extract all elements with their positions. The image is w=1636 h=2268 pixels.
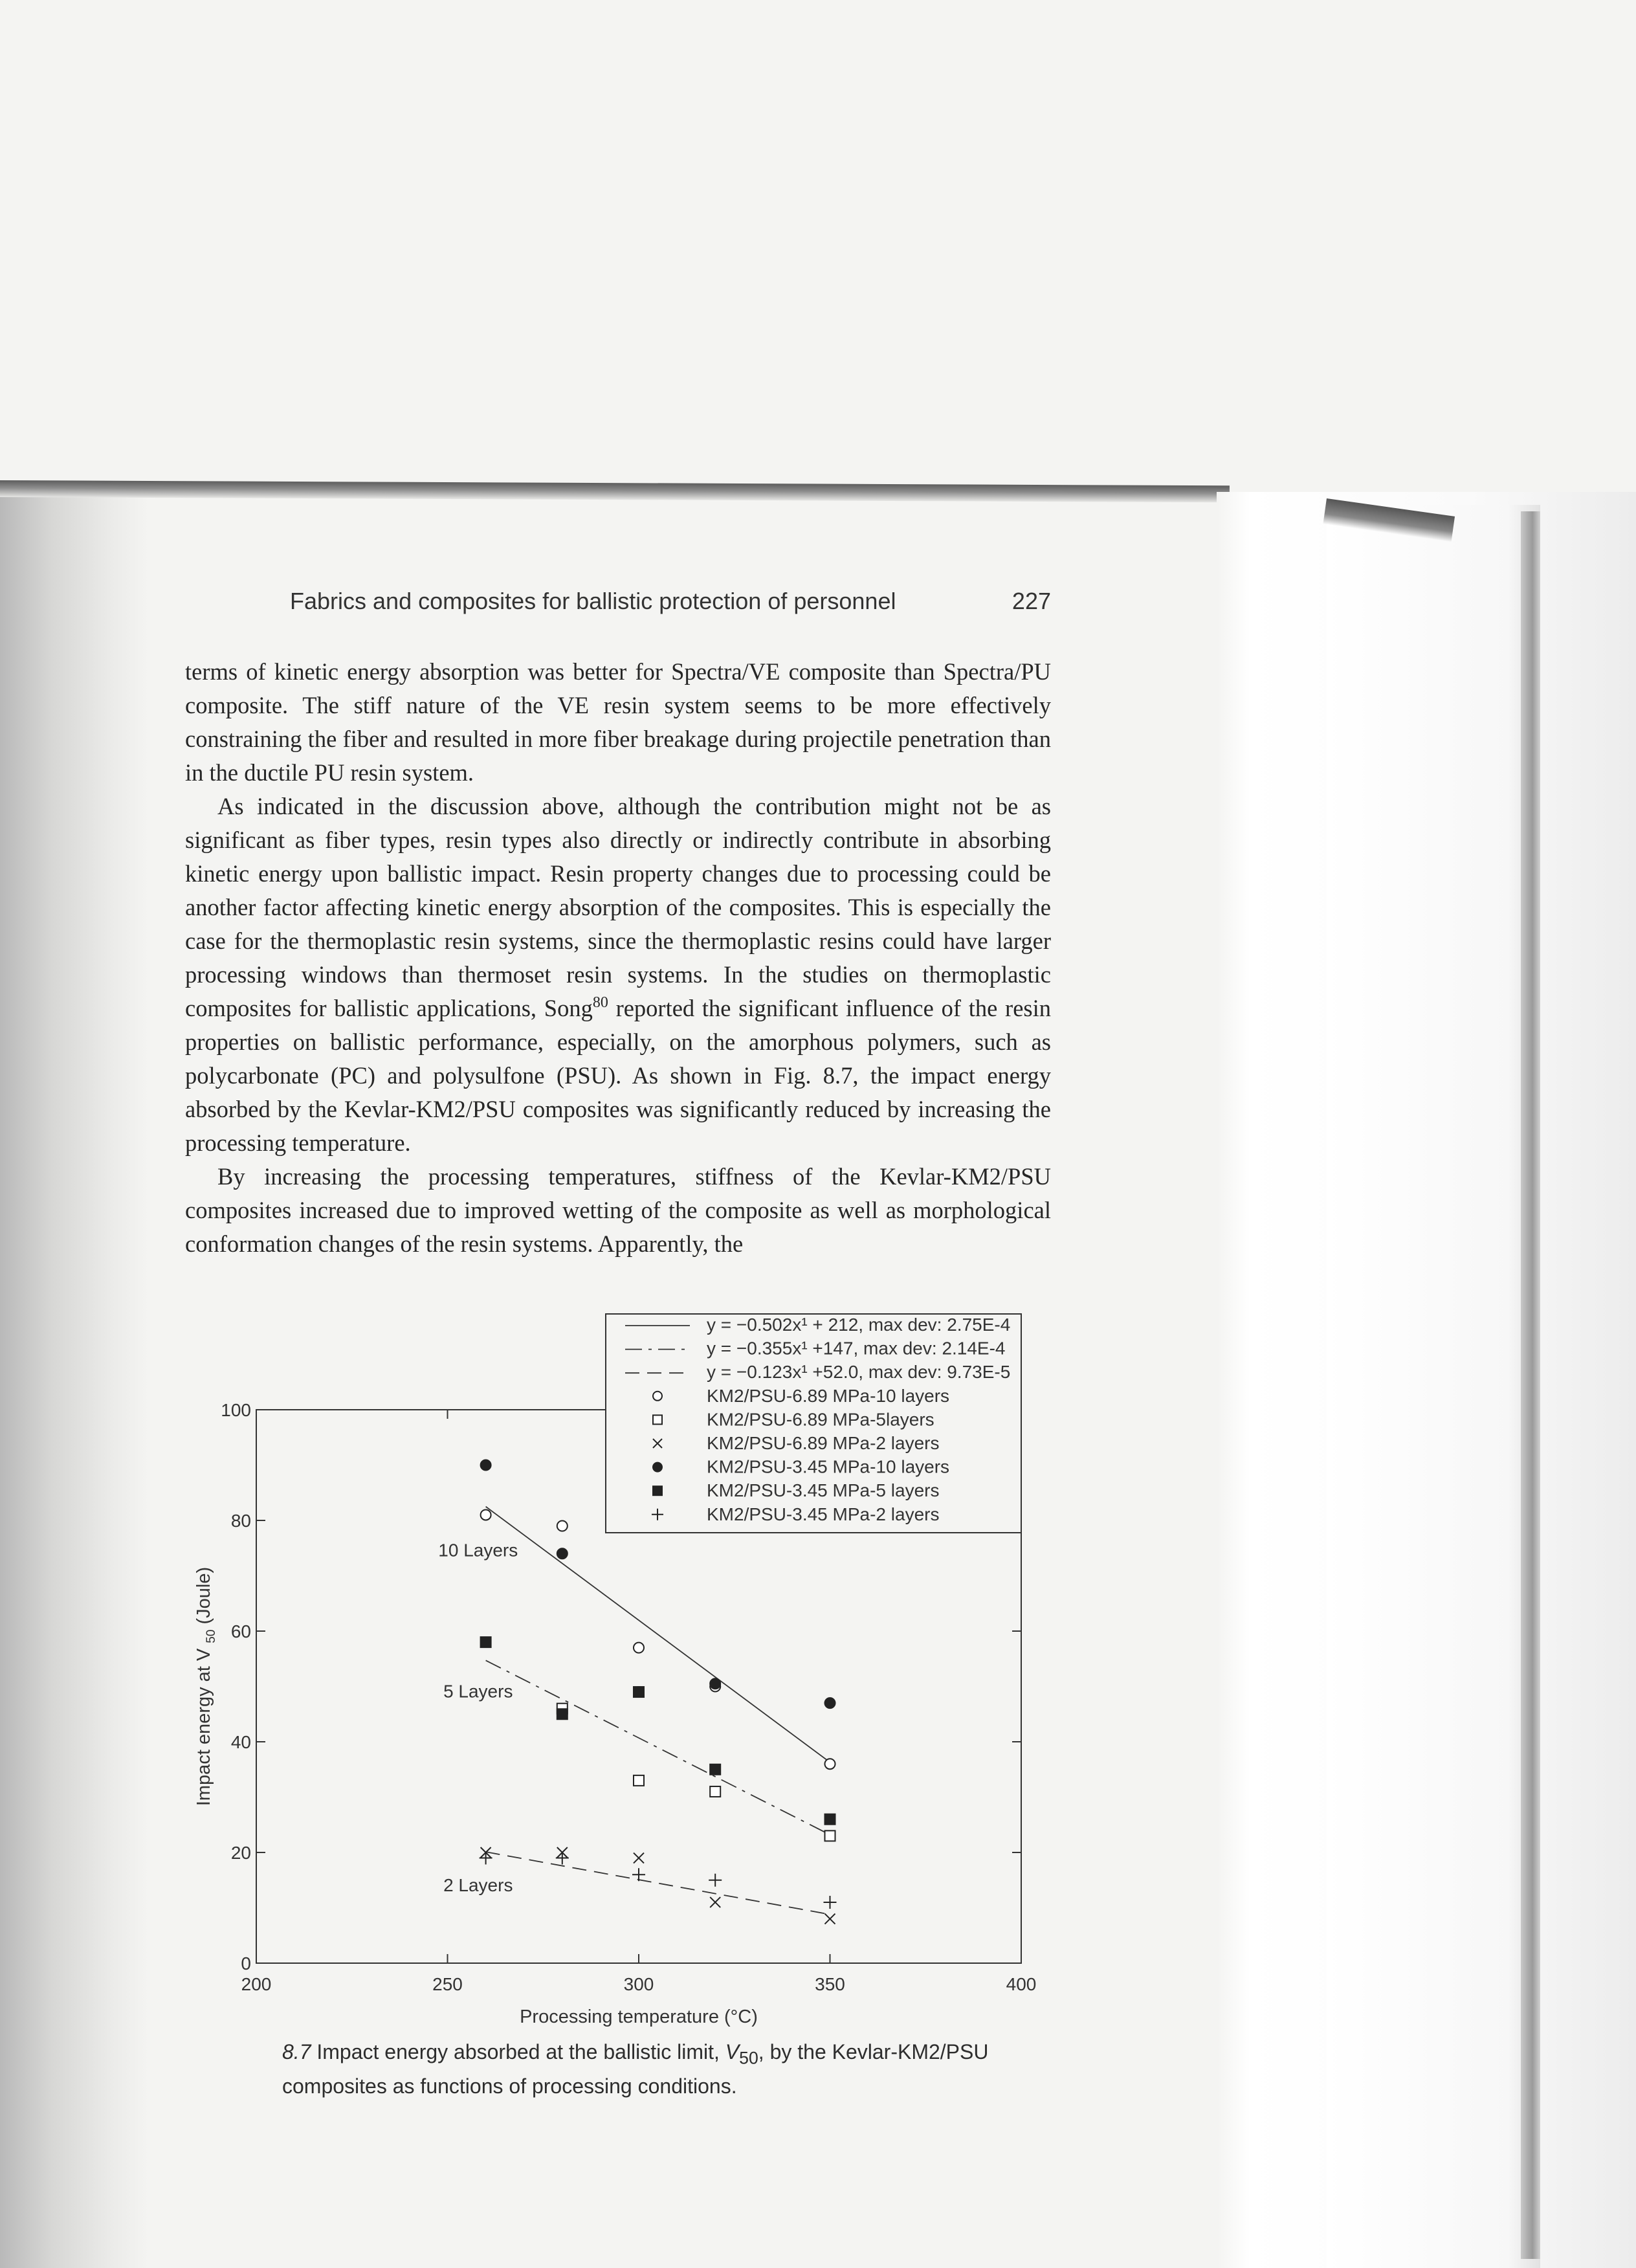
x-tick-label: 400 xyxy=(1006,1974,1037,1994)
legend-entry: KM2/PSU-3.45 MPa-5 layers xyxy=(707,1480,940,1501)
legend-entry: KM2/PSU-6.89 MPa-10 layers xyxy=(707,1385,950,1406)
paragraph: By increasing the processing temperatures, stiffness of the Kevlar-KM2/PSU composites increased due to improved wetting of the composite as well as morphological conformation changes of the resin systems. Apparently, the xyxy=(185,1163,1051,1257)
data-point-square-open xyxy=(710,1786,720,1797)
x-tick-label: 300 xyxy=(623,1974,654,1994)
data-point-plus xyxy=(709,1874,722,1887)
page-binding-shadow xyxy=(0,492,149,2268)
data-point-square-open xyxy=(653,1415,662,1424)
x-tick-label: 350 xyxy=(815,1974,845,1994)
data-point-circle-open xyxy=(557,1521,568,1531)
figure-caption: 8.7 Impact energy absorbed at the ballistic limit, $V_{50}$, by the Kevlar-KM2/PSU composites as functions of processing conditions. xyxy=(282,2040,989,2098)
data-point-square-filled xyxy=(825,1814,835,1825)
x-axis-label: Processing temperature (°C) xyxy=(520,2007,758,2027)
figure-8-7 xyxy=(181,1314,1074,2071)
y-tick-label: 40 xyxy=(230,1732,251,1752)
figure-number: 8.7 xyxy=(282,2040,311,2063)
fit-line-solid xyxy=(486,1507,830,1762)
data-point-circle-open xyxy=(481,1509,491,1520)
x-tick-label: 200 xyxy=(241,1974,272,1994)
data-point-circle-open xyxy=(653,1392,662,1401)
series-annotation: 10 Layers xyxy=(438,1540,518,1561)
legend-entry: KM2/PSU-6.89 MPa-5layers xyxy=(707,1409,934,1430)
running-head xyxy=(290,588,1051,623)
paragraph: terms of kinetic energy absorption was better for Spectra/VE composite than Spectra/PU composite. The stiff nature of the VE resin system seems to be more effectively constraining the fiber and resulted in more fiber breakage during projectile penetration than in the ductile PU resin system. xyxy=(185,658,1051,786)
data-point-circle-filled xyxy=(653,1463,662,1472)
series-annotation: 2 Layers xyxy=(443,1874,513,1895)
data-point-cross xyxy=(634,1853,644,1863)
data-point-circle-filled xyxy=(825,1698,835,1708)
data-point-circle-filled xyxy=(710,1678,720,1689)
data-point-plus xyxy=(480,1852,492,1865)
data-point-circle-open xyxy=(634,1643,644,1653)
y-tick-label: 60 xyxy=(230,1621,251,1641)
citation-superscript: 80 xyxy=(592,994,608,1011)
data-point-square-open xyxy=(634,1775,644,1786)
data-point-plus xyxy=(632,1868,645,1881)
data-point-circle-filled xyxy=(481,1460,491,1471)
data-point-square-filled xyxy=(481,1637,491,1647)
y-tick-label: 20 xyxy=(230,1843,251,1863)
legend-entry: KM2/PSU-3.45 MPa-10 layers xyxy=(707,1456,950,1477)
data-point-square-filled xyxy=(557,1709,568,1719)
body-text xyxy=(185,655,1051,1261)
y-tick-label: 100 xyxy=(221,1400,251,1420)
data-point-plus xyxy=(556,1852,569,1865)
fit-line-dashed xyxy=(486,1852,830,1915)
x-tick-label: 250 xyxy=(432,1974,463,1994)
adjacent-page-edge xyxy=(1217,492,1636,2268)
legend-entry: KM2/PSU-3.45 MPa-2 layers xyxy=(707,1504,940,1524)
running-head-title: Fabrics and composites for ballistic protection of personnel xyxy=(290,588,896,614)
y-tick-label: 80 xyxy=(230,1511,251,1531)
legend-entry: KM2/PSU-6.89 MPa-2 layers xyxy=(707,1433,940,1453)
legend-entry: y = −0.123x¹ +52.0, max dev: 9.73E-5 xyxy=(707,1362,1011,1383)
fit-line-dash-dot xyxy=(486,1660,830,1834)
y-tick-label: 0 xyxy=(241,1953,251,1973)
data-point-square-filled xyxy=(710,1764,720,1775)
page-top-edge xyxy=(0,480,1230,502)
data-point-cross xyxy=(710,1897,720,1907)
data-point-plus xyxy=(824,1896,837,1909)
y-axis-label: Impact energy at V $_{50}$ (Joule) xyxy=(193,1566,218,1807)
data-point-circle-filled xyxy=(557,1548,568,1559)
impact-energy-chart xyxy=(181,1314,1074,2039)
data-point-circle-open xyxy=(825,1759,835,1769)
series-annotation: 5 Layers xyxy=(443,1681,513,1702)
data-point-square-open xyxy=(825,1830,835,1841)
legend-entry: y = −0.502x¹ + 212, max dev: 2.75E-4 xyxy=(707,1315,1011,1335)
page-number: 227 xyxy=(1011,588,1051,614)
data-point-cross xyxy=(825,1914,835,1924)
legend-entry: y = −0.355x¹ +147, max dev: 2.14E-4 xyxy=(707,1338,1006,1359)
paragraph: As indicated in the discussion above, although the contribution might not be as significant as fiber types, resin types also directly or indirectly contribute in absorbing kinetic energy upon ballistic impact. Resin property changes due to processing could be another factor affecting kinetic energy absorption of the composites. This is especially the case for the thermoplastic resin systems, since the thermoplastic resins could have larger processing windows than thermoset resin systems. In the studies on thermoplastic composites for ballistic applications, Song$^{80}$ reported the significant influence of the resin properties on ballistic performance, especially, on the amorphous polymers, such as polycarbonate (PC) and polysulfone (PSU). As shown in Fig. 8.7, the impact energy absorbed by the Kevlar-KM2/PSU composites was significantly reduced by increasing the processing temperature. xyxy=(185,793,1051,1156)
data-point-square-filled xyxy=(653,1486,662,1495)
data-point-square-filled xyxy=(634,1687,644,1697)
